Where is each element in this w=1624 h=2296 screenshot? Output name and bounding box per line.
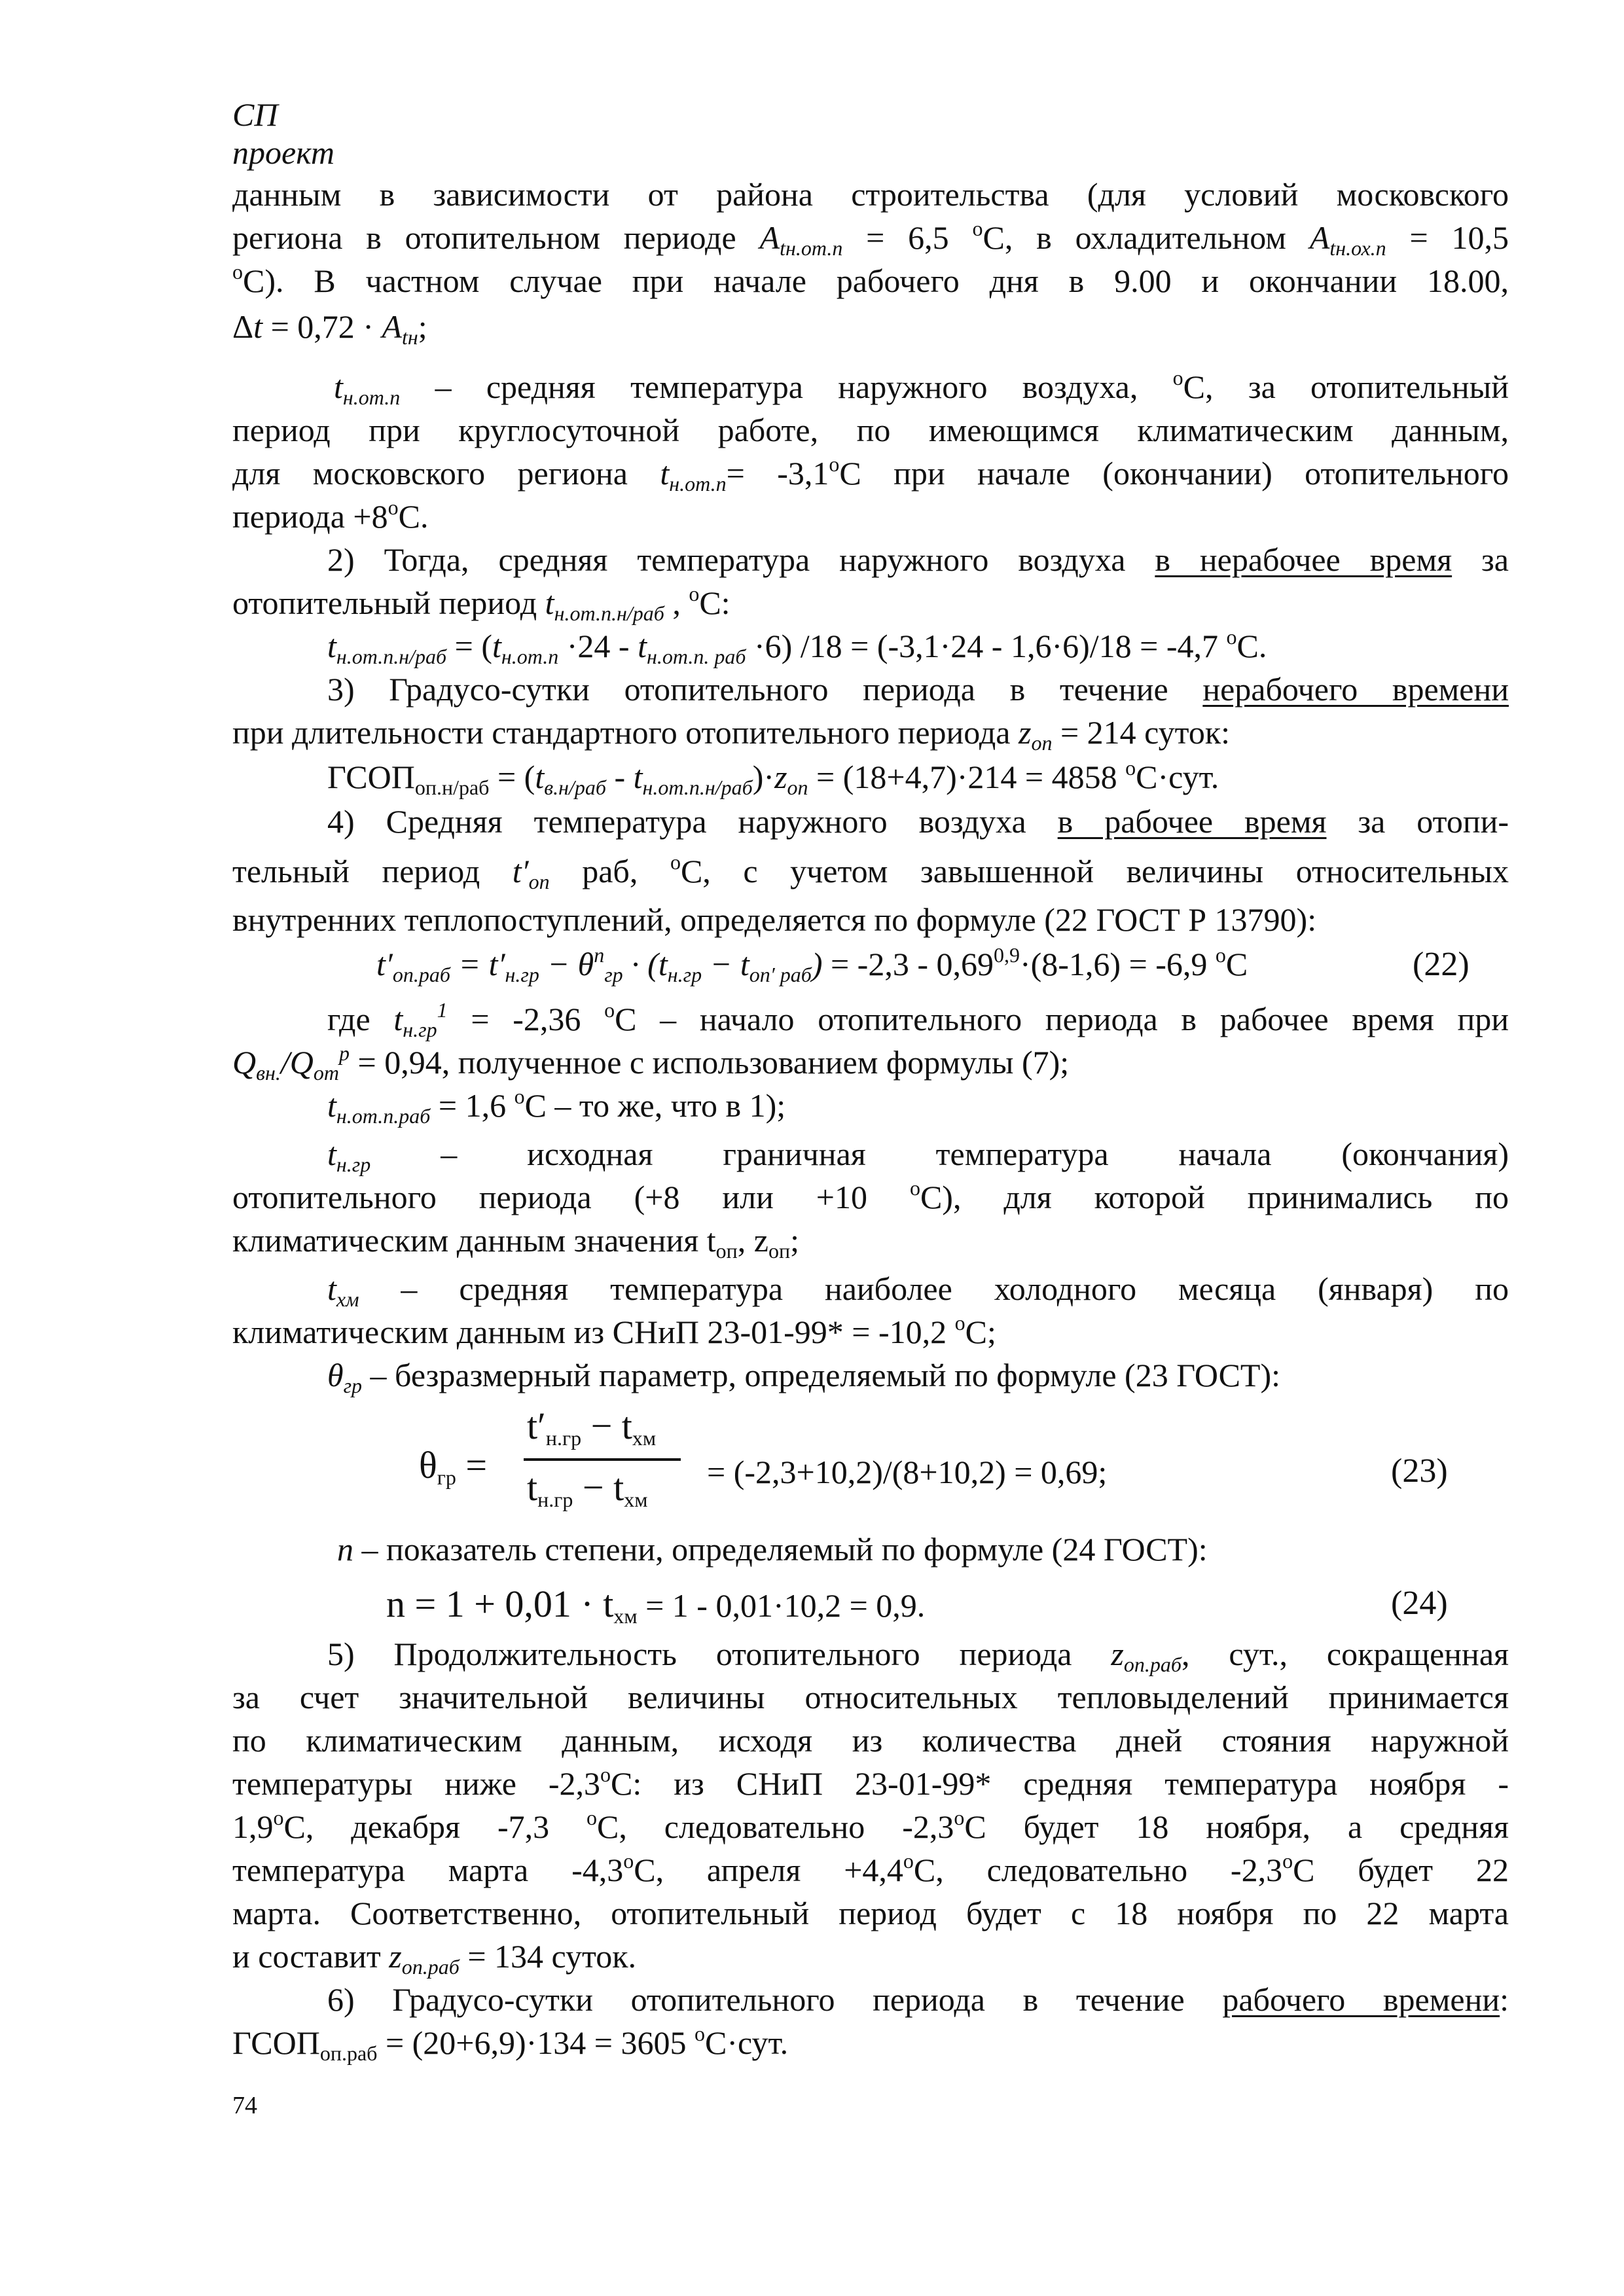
header-code: СП (232, 96, 278, 133)
p1-line1: данным в зависимости от района строительства (для условий московского (232, 176, 1509, 213)
p4-formula: $ГСОП_{оп.н/раб} = (t_{в.н/раб} - t_{н.от.п.н/раб})\cdot z_{оп} = (18+4,7)\cdot 214 = 4858$ $^o$С·сут. (327, 756, 1219, 799)
p4-line2: при длительности стандартного отопительного периода $z_{оп} = 214$ суток: (232, 714, 1231, 755)
p9-line2: $ГСОП_{оп.раб} = (20+6,9)\cdot 134 = 3605$ $^o$С·сут. (232, 2022, 789, 2065)
p9-line1: 6) Градусо-сутки отопительного периода в течение рабочего времени: (327, 1981, 1509, 2018)
p6-line1: где $t_{н.гр}^1 = -2,36$ $^o$С – начало отопительного периода в рабочее время при (327, 998, 1509, 1041)
eq23-lhs: $\theta_{гр}$ = (419, 1444, 488, 1489)
p6-line4: $t_{н.гр}$ – исходная граничная температура начала (окончания) (327, 1136, 1509, 1176)
p4-line1: 3) Градусо-сутки отопительного периода в течение нерабочего времени (327, 671, 1509, 708)
p1-line2: региона в отопительном периоде $A_{tн.от.п} = 6,5$ $^o$С, в охладительном $A_{tн.ох.п} = 10,5$ (232, 217, 1509, 260)
eq23-denominator: $t_{н.гр} - t_{хм}$ (527, 1466, 648, 1511)
p8-line7: марта. Соответственно, отопительный период будет с 18 ноября по 22 марта (232, 1895, 1509, 1931)
p2-line3: для московского региона $t_{н.от.п}= -3,1^oС$ при начале (окончании) отопительного (232, 452, 1509, 495)
p3-formula: $t_{н.от.п.н/раб} = (t_{н.от.п} \cdot 24 - t_{н.от.п. раб} \cdot 6) /18 = (-3,1\cdot 24 - 1,6\cdot 6)/18 = -4,7$ $^o$С. (327, 625, 1267, 668)
eq23-fraction-bar (524, 1458, 681, 1461)
p8-line2: за счет значительной величины относительных тепловыделений принимается (232, 1679, 1509, 1715)
p1-formula: $\Delta t = 0,72 \cdot A_{tн}$; (232, 308, 427, 349)
p6-line5: отопительного периода (+8 или +10 $^o$С), для которой принимались по (232, 1176, 1509, 1215)
p6-line8: климатическим данным из СНиП 23-01-99* = -10,2 $^o$С; (232, 1311, 996, 1350)
p2-line4: периода $+8^oС$. (232, 495, 429, 535)
p6-line9: $\theta_{гр}$ – безразмерный параметр, определяемый по формуле (23 ГОСТ): (327, 1357, 1281, 1397)
p8-line3: по климатическим данным, исходя из количества дней стояния наружной (232, 1722, 1509, 1759)
p7-line1: n – показатель степени, определяемый по формуле (24 ГОСТ): (337, 1531, 1208, 1568)
p8-line4: температуры ниже -2,3$^o$С: из СНиП 23-01-99* средняя температура ноября - (232, 1763, 1509, 1802)
p3-line1: 2) Тогда, средняя температура наружного воздуха в нерабочее время за (327, 541, 1509, 578)
p8-line8: и составит $z_{оп.раб} = 134$ суток. (232, 1938, 637, 1979)
eq22-number: (22) (1413, 946, 1470, 983)
p6-line7: $t_{хм}$ – средняя температура наиболее холодного месяца (января) по (327, 1270, 1509, 1311)
p2-line2: период при круглосуточной работе, по имеющимся климатическим данным, (232, 412, 1509, 448)
eq24-formula: $n = 1 + 0,01 \cdot t_{хм} = 1 - 0,01\cdot 10,2 = 0,9$. (386, 1583, 926, 1628)
eq23-number: (23) (1391, 1452, 1448, 1490)
p5-line1: 4) Средняя температура наружного воздуха в рабочее время за отопи- (327, 803, 1509, 840)
p6-line3: $t_{н.от.п.раб} = 1,6$ $^o$С – то же, что в 1); (327, 1085, 786, 1128)
p1-line3: $^o$С). В частном случае при начале рабочего дня в 9.00 и окончании 18.00, (232, 260, 1509, 299)
p8-line6: температура марта -4,3$^o$С, апреля $+4,4^oС$, следовательно -2,3$^o$С будет 22 (232, 1849, 1509, 1888)
p6-line6: климатическим данным значения $t_{оп}$, $z_{оп}$; (232, 1222, 799, 1263)
eq22-formula: $t'_{оп.раб} = t'_{н.гр} - \theta^n_{гр} \cdot (t_{н.гр} - t_{оп' раб}) = -2,3 - 0,69^{0,9}\cdot(8-1,6) = -6,9$ $^o$С (376, 943, 1248, 986)
p3-line2: отопительный период $t_{н.от.п.н/раб}$ , $^o$С: (232, 582, 731, 625)
eq24-number: (24) (1391, 1585, 1448, 1622)
p8-line1: 5) Продолжительность отопительного периода $z_{оп.раб}$, сут., сокращенная (327, 1636, 1509, 1676)
p8-line5: 1,9$^o$С, декабря -7,3 $^o$С, следовательно -2,3$^o$С будет 18 ноября, а средняя (232, 1806, 1509, 1845)
eq23-value: = (-2,3+10,2)/(8+10,2) = 0,69; (707, 1454, 1108, 1490)
p2-line1: $t_{н.от.п}$ – средняя температура наружного воздуха, $^o$С, за отопительный (334, 366, 1509, 409)
p5-line3: внутренних теплопоступлений, определяется по формуле (22 ГОСТ Р 13790): (232, 901, 1317, 938)
eq23-numerator: $t'_{н.гр} - t_{хм}$ (527, 1405, 657, 1450)
header-status: проект (232, 134, 335, 171)
page-number: 74 (232, 2092, 257, 2119)
p5-line2: тельный период $t'_{оп}$ раб, $^o$С, с учетом завышенной величины относительных (232, 850, 1509, 893)
p6-line2: $Q_{вн.}/Q_{от}^р = 0,94$, полученное с использованием формулы (7); (232, 1041, 1070, 1085)
